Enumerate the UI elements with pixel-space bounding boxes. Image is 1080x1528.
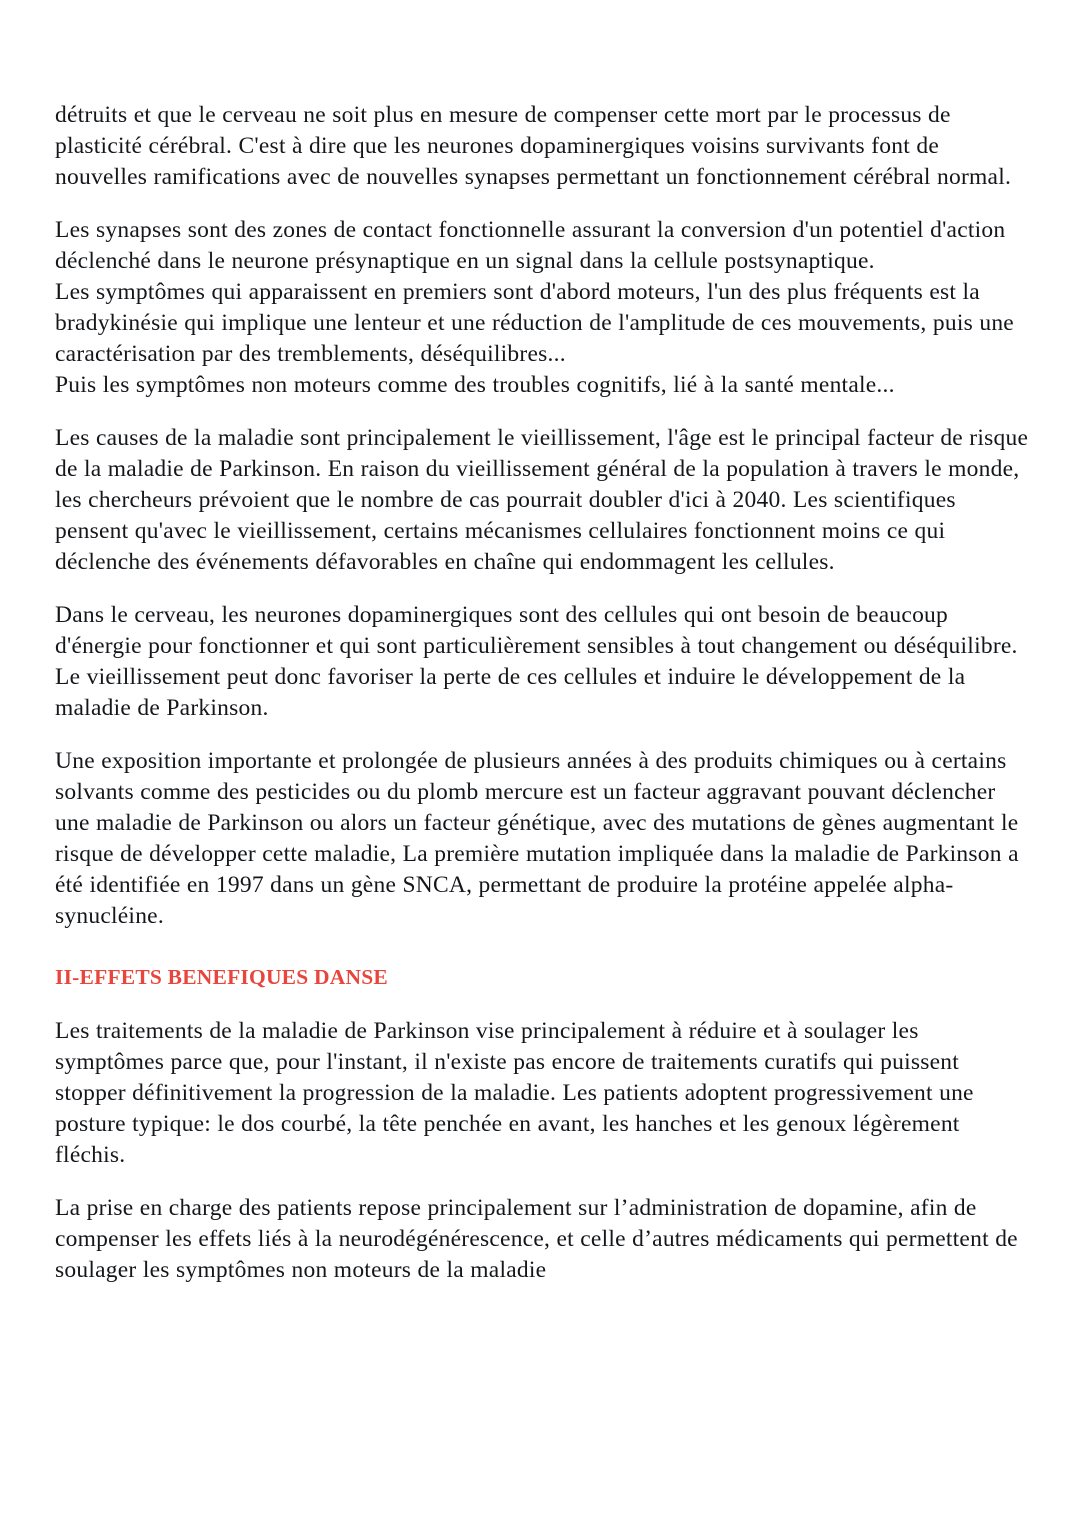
heading-spacer — [55, 954, 1030, 962]
document-body — [55, 100, 1030, 1286]
section-heading-effets-benefiques-danse: II-EFFETS BENEFIQUES DANSE — [55, 965, 388, 989]
paragraph-prise-en-charge-dopamine: La prise en charge des patients repose principalement sur l’administration de dopamine, afin de compenser les effets liés à la neurodégénérescence, et celle d’autres médicaments qui permettent de soulager les symptômes non moteurs de la maladie — [55, 1195, 1018, 1283]
paragraph-traitements-posture: Les traitements de la maladie de Parkinson vise principalement à réduire et à soulager les symptômes parce que, pour l'instant, il n'existe pas encore de traitements curatifs qui puissent stopper définitivement la progression de la maladie. Les patients adoptent progressivement une posture typique: le dos courbé, la tête penchée en avant, les hanches et les genoux légèrement fléchis. — [55, 1018, 974, 1168]
paragraph-causes-vieillissement: Les causes de la maladie sont principalement le vieillissement, l'âge est le principal facteur de risque de la maladie de Parkinson. En raison du vieillissement général de la population à travers le monde, les chercheurs prévoient que le nombre de cas pourrait doubler d'ici à 2040. Les scientifiques pensent qu'avec le vieillissement, certains mécanismes cellulaires fonctionnent moins ce qui déclenche des événements défavorables en chaîne qui endommagent les cellules. — [55, 425, 1029, 575]
paragraph-synapses-symptomes: Les synapses sont des zones de contact fonctionnelle assurant la conversion d'un potentiel d'action déclenché dans le neurone présynaptique en un signal dans la cellule postsynaptique. Les symptômes qui apparaissent en premiers sont d'abord moteurs, l'un des plus fréquents est la bradykinésie qui implique une lenteur et une réduction de l'amplitude de ces mouvements, puis une caractérisation par des tremblements, déséquilibres... Puis les symptômes non moteurs comme des troubles cognitifs, lié à la santé mentale... — [55, 217, 1014, 398]
paragraph-plasticite-cerebrale: détruits et que le cerveau ne soit plus en mesure de compenser cette mort par le processus de plasticité cérébral. C'est à dire que les neurones dopaminergiques voisins survivants font de nouvelles ramifications avec de nouvelles synapses permettant un fonctionnement cérébral normal. — [55, 102, 1012, 190]
paragraph-exposition-chimique-genetique: Une exposition importante et prolongée de plusieurs années à des produits chimiques ou à certains solvants comme des pesticides ou du plomb mercure est un facteur aggravant pouvant déclencher une maladie de Parkinson ou alors un facteur génétique, avec des mutations de gènes augmentant le risque de développer cette maladie, La première mutation impliquée dans la maladie de Parkinson a été identifiée en 1997 dans un gène SNCA, permettant de produire la protéine appelée alpha-synucléine. — [55, 748, 1019, 929]
paragraph-neurones-dopaminergiques: Dans le cerveau, les neurones dopaminergiques sont des cellules qui ont besoin de beaucoup d'énergie pour fonctionner et qui sont particulièrement sensibles à tout changement ou déséquilibre. Le vieillissement peut donc favoriser la perte de ces cellules et induire le développement de la maladie de Parkinson. — [55, 602, 1018, 721]
